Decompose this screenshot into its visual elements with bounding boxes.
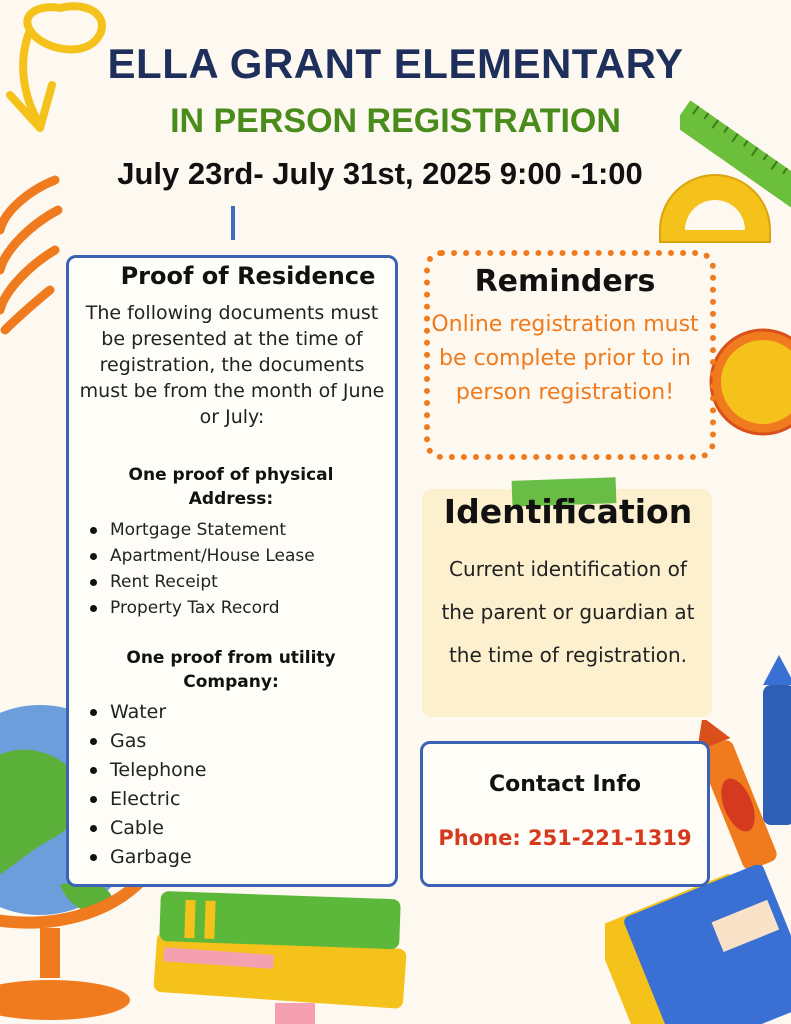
list-item: Mortgage Statement [88, 517, 315, 543]
identification-title: Identification [443, 492, 693, 531]
utility-list [88, 698, 207, 872]
identification-body: Current identification of the parent or guardian at the time of registration. [441, 557, 695, 667]
list-item: Cable [88, 814, 207, 843]
scribble-doodle-icon [0, 170, 70, 340]
list-item: Gas [88, 727, 207, 756]
physical-address-heading: One proof of physical Address: [128, 465, 334, 509]
divider-tick [231, 206, 235, 240]
reminders-title: Reminders [474, 264, 656, 299]
list-item: Apartment/House Lease [88, 543, 315, 569]
reminders-body: Online registration must be complete prior to in person registration! [431, 312, 699, 405]
list-item: Water [88, 698, 207, 727]
page-subtitle: IN PERSON REGISTRATION [170, 102, 621, 140]
list-item: Electric [88, 785, 207, 814]
crayon-blue-icon [755, 655, 791, 825]
registration-dates: July 23rd- July 31st, 2025 9:00 -1:00 [117, 156, 643, 191]
list-item: Property Tax Record [88, 595, 315, 621]
contact-card [420, 741, 710, 887]
list-item: Telephone [88, 756, 207, 785]
books-icon [145, 885, 420, 1024]
utility-heading: One proof from utility Company: [126, 648, 336, 692]
coin-icon [705, 325, 791, 440]
list-item: Rent Receipt [88, 569, 315, 595]
residence-title: Proof of Residence [120, 262, 376, 290]
physical-address-list [88, 517, 315, 621]
notebook-icon [605, 865, 791, 1024]
page-title: ELLA GRANT ELEMENTARY [107, 40, 684, 87]
residence-intro: The following documents must be presented at the time of registration, the documents must be from the month of June or July: [79, 302, 385, 428]
list-item: Garbage [88, 843, 207, 872]
contact-phone[interactable]: Phone: 251-221-1319 [438, 826, 692, 850]
contact-title: Contact Info [488, 772, 642, 797]
